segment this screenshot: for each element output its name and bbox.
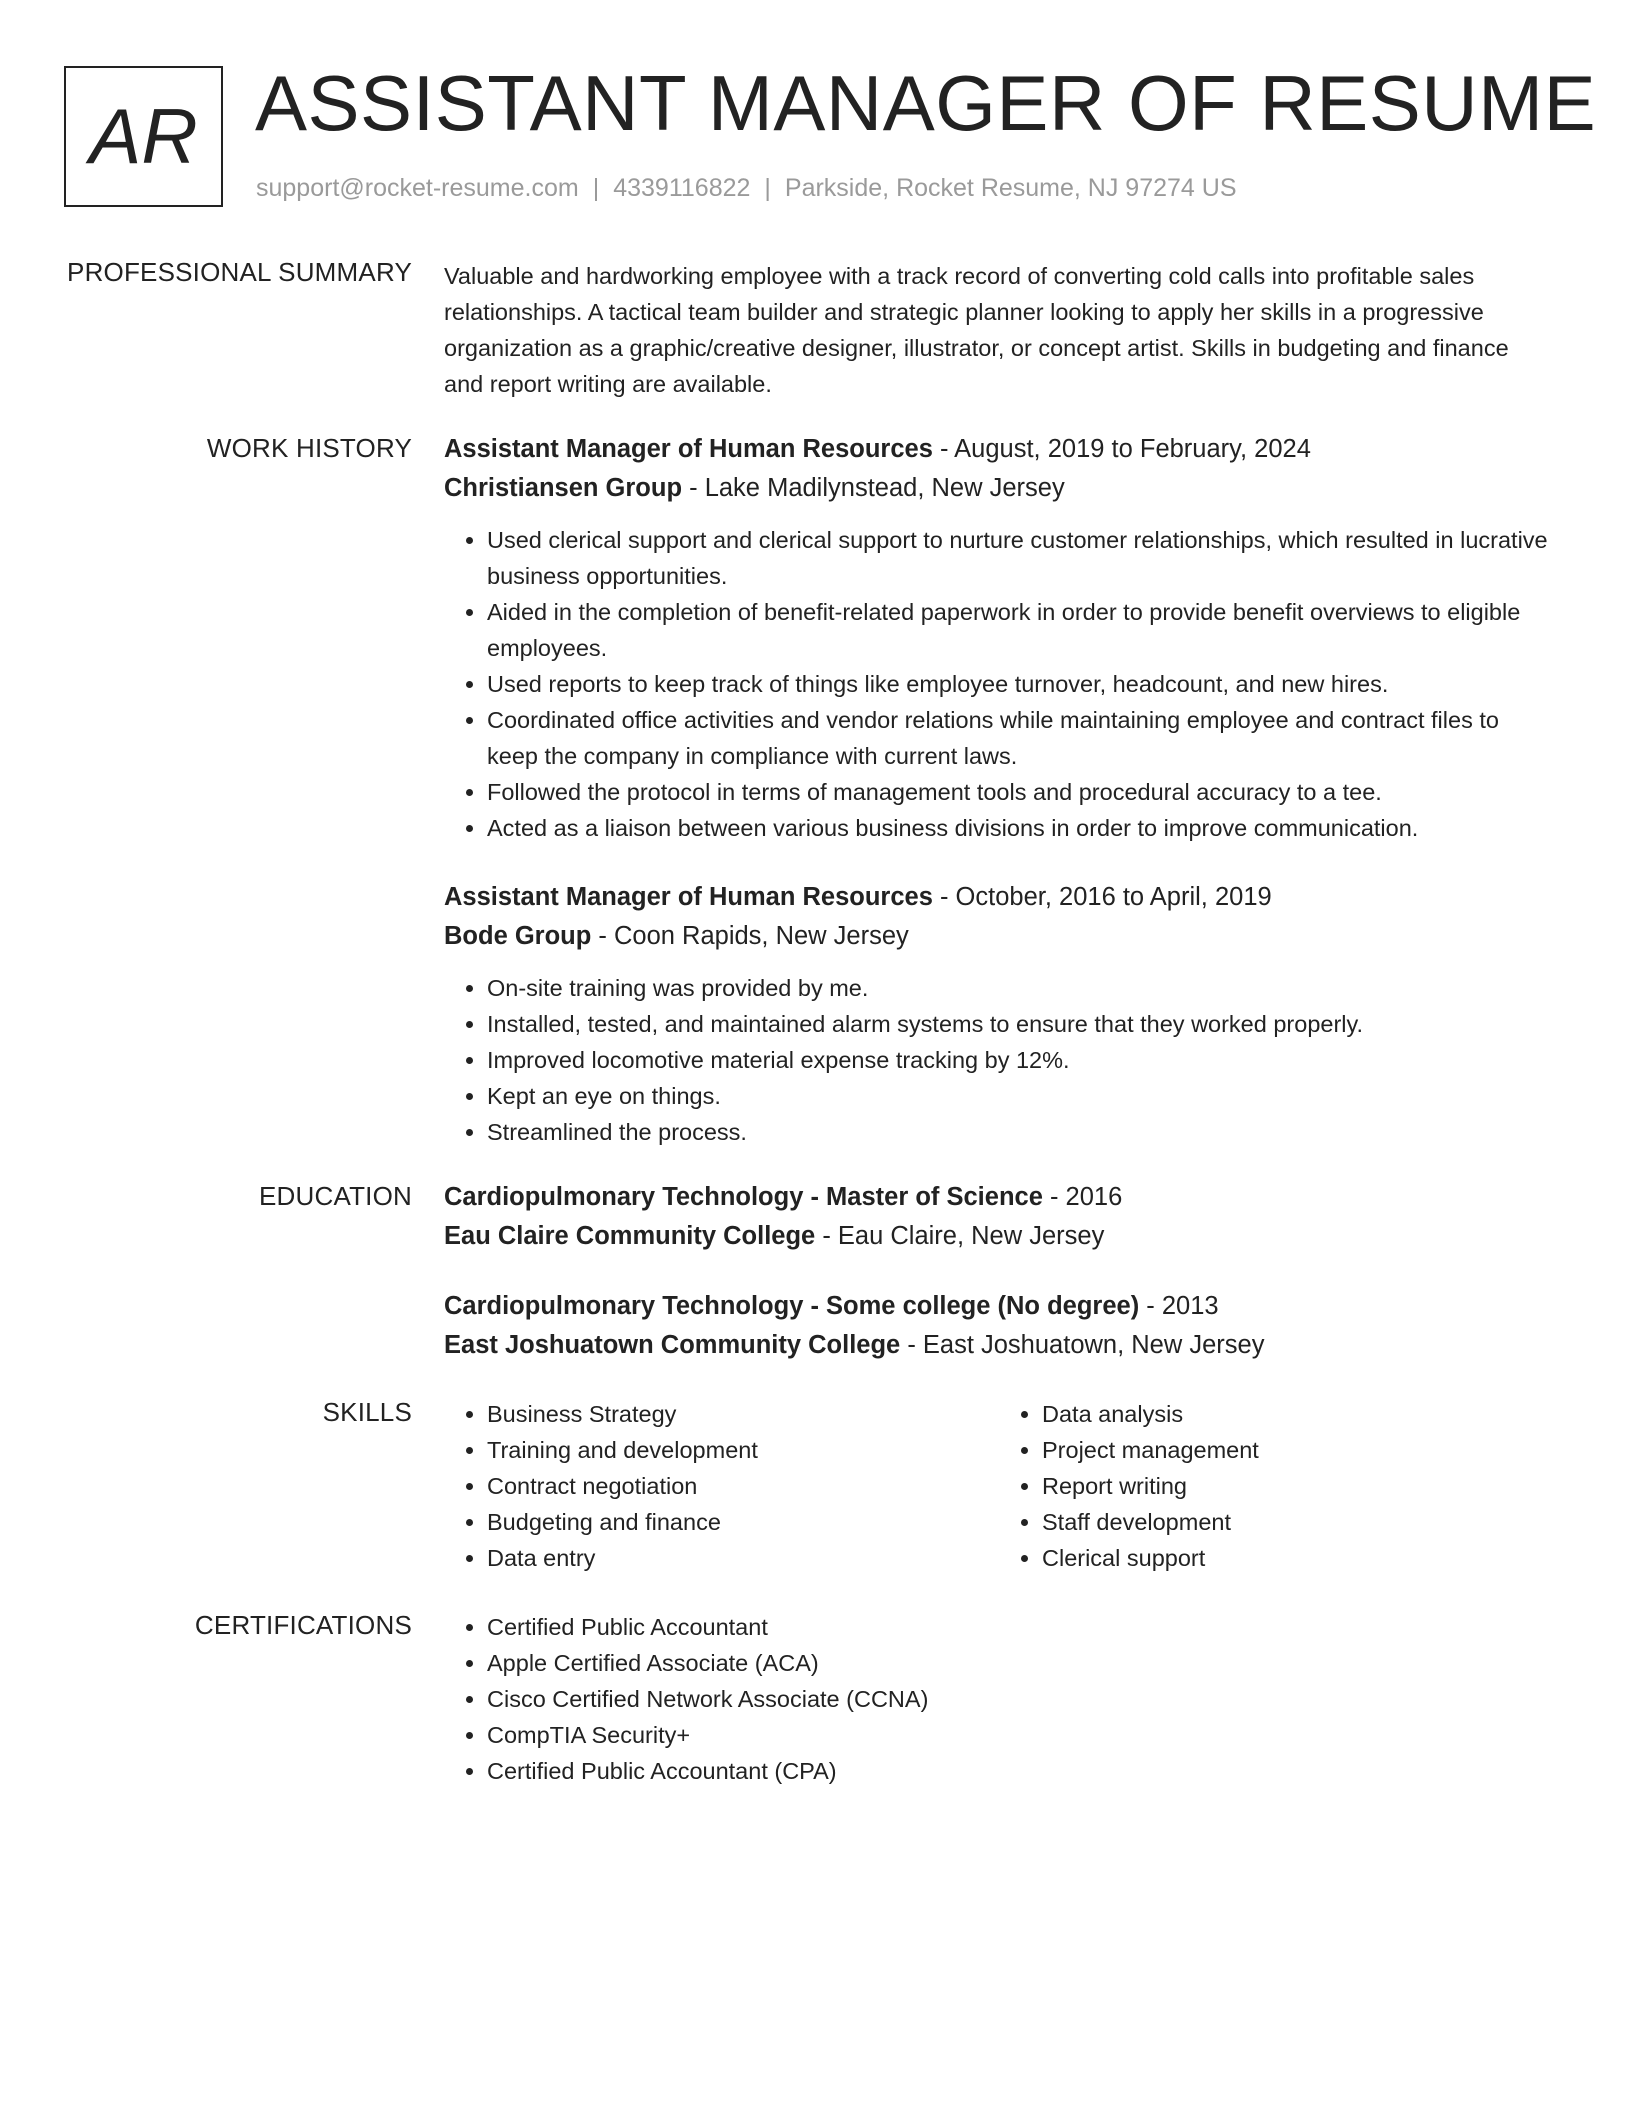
job-bullet: • On-site training was provided by me. (487, 970, 1554, 1006)
certification-item: • Certified Public Accountant (487, 1609, 1554, 1645)
job-bullets (444, 970, 1554, 1150)
school-location: - East Joshuatown, New Jersey (900, 1331, 1265, 1359)
skill-item: • Data entry (487, 1540, 999, 1576)
certification-item: • Apple Certified Associate (ACA) (487, 1645, 1554, 1681)
degree: Cardiopulmonary Technology - Some college (No degree) (444, 1292, 1140, 1320)
section-label-skills: SKILLS (322, 1397, 412, 1427)
education-entry (444, 1178, 1554, 1256)
summary-body (444, 258, 1554, 402)
school-location: - Eau Claire, New Jersey (815, 1222, 1105, 1250)
school: East Joshuatown Community College (444, 1331, 901, 1359)
skill-item: • Business Strategy (487, 1396, 999, 1432)
job-title-line (444, 878, 1554, 917)
section-label-education: EDUCATION (259, 1181, 412, 1211)
skills-body (444, 1396, 1554, 1576)
job-dates: - August, 2019 to February, 2024 (932, 435, 1311, 463)
section-label-work-history: WORK HISTORY (206, 433, 412, 463)
job-title: Assistant Manager of Human Resources (444, 883, 933, 911)
contact-separator: | (764, 174, 771, 202)
monogram-box (64, 66, 223, 207)
contact-address: Parkside, Rocket Resume, NJ 97274 US (784, 174, 1237, 202)
certifications-body (444, 1609, 1554, 1789)
certification-item: • Certified Public Accountant (CPA) (487, 1753, 1554, 1789)
skill-item: • Training and development (487, 1432, 999, 1468)
job-location: - Coon Rapids, New Jersey (591, 922, 909, 950)
school-line (444, 1217, 1554, 1256)
monogram-initials: AR (89, 92, 198, 180)
job-company: Bode Group (444, 922, 592, 950)
job-bullet: • Acted as a liaison between various business divisions in order to improve communication. (487, 810, 1554, 846)
summary-text: Valuable and hardworking employee with a track record of converting cold calls into profitable sales relationships. A tactical team builder and strategic planner looking to apply her skills in a progressive organization as a graphic/creative designer, illustrator, or concept artist. Skills in budgeting and finance and report writing are available. (444, 263, 1509, 397)
work-history-body (444, 430, 1554, 1150)
job-company: Christiansen Group (444, 474, 683, 502)
job-bullets (444, 522, 1554, 846)
job-company-line (444, 917, 1554, 956)
degree-line (444, 1178, 1554, 1217)
skill-item: • Staff development (1042, 1504, 1554, 1540)
job-bullet: • Coordinated office activities and vendor relations while maintaining employee and contract files to keep the company in compliance with current laws. (487, 702, 1554, 774)
skill-item: • Project management (1042, 1432, 1554, 1468)
contact-line (256, 174, 1237, 203)
job-bullet: • Used clerical support and clerical support to nurture customer relationships, which resulted in lucrative business opportunities. (487, 522, 1554, 594)
skill-item: • Report writing (1042, 1468, 1554, 1504)
skill-item: • Data analysis (1042, 1396, 1554, 1432)
job-bullet: • Installed, tested, and maintained alarm systems to ensure that they worked properly. (487, 1006, 1554, 1042)
degree-year: - 2016 (1042, 1183, 1123, 1211)
degree-line (444, 1287, 1554, 1326)
job-bullet: • Streamlined the process. (487, 1114, 1554, 1150)
school: Eau Claire Community College (444, 1222, 816, 1250)
skills-list-left (444, 1396, 999, 1576)
education-body (444, 1178, 1554, 1365)
skill-item: • Contract negotiation (487, 1468, 999, 1504)
job-location: - Lake Madilynstead, New Jersey (682, 474, 1065, 502)
school-line (444, 1326, 1554, 1365)
skills-grid (444, 1396, 1554, 1576)
job-entry (444, 878, 1554, 1150)
job-entry (444, 430, 1554, 846)
candidate-name: ASSISTANT MANAGER OF RESUME (255, 59, 1597, 147)
certification-item: • CompTIA Security+ (487, 1717, 1554, 1753)
job-company-line (444, 469, 1554, 508)
skills-list-right (999, 1396, 1554, 1576)
degree: Cardiopulmonary Technology - Master of Science (444, 1183, 1043, 1211)
contact-phone: 4339116822 (613, 174, 751, 202)
job-dates: - October, 2016 to April, 2019 (932, 883, 1272, 911)
education-entry (444, 1287, 1554, 1365)
job-title: Assistant Manager of Human Resources (444, 435, 933, 463)
skill-item: • Clerical support (1042, 1540, 1554, 1576)
section-label-certifications: CERTIFICATIONS (194, 1610, 412, 1640)
job-bullet: • Used reports to keep track of things like employee turnover, headcount, and new hires. (487, 666, 1554, 702)
certification-item: • Cisco Certified Network Associate (CCNA) (487, 1681, 1554, 1717)
certifications-list (444, 1609, 1554, 1789)
job-bullet: • Aided in the completion of benefit-related paperwork in order to provide benefit overviews to eligible employees. (487, 594, 1554, 666)
contact-separator: | (592, 174, 600, 202)
degree-year: - 2013 (1139, 1292, 1219, 1320)
contact-email: support@rocket-resume.com (256, 174, 579, 202)
job-title-line (444, 430, 1554, 469)
job-bullet: • Improved locomotive material expense tracking by 12%. (487, 1042, 1554, 1078)
skill-item: • Budgeting and finance (487, 1504, 999, 1540)
job-bullet: • Kept an eye on things. (487, 1078, 1554, 1114)
section-label-summary: PROFESSIONAL SUMMARY (67, 257, 412, 287)
job-bullet: • Followed the protocol in terms of management tools and procedural accuracy to a tee. (487, 774, 1554, 810)
